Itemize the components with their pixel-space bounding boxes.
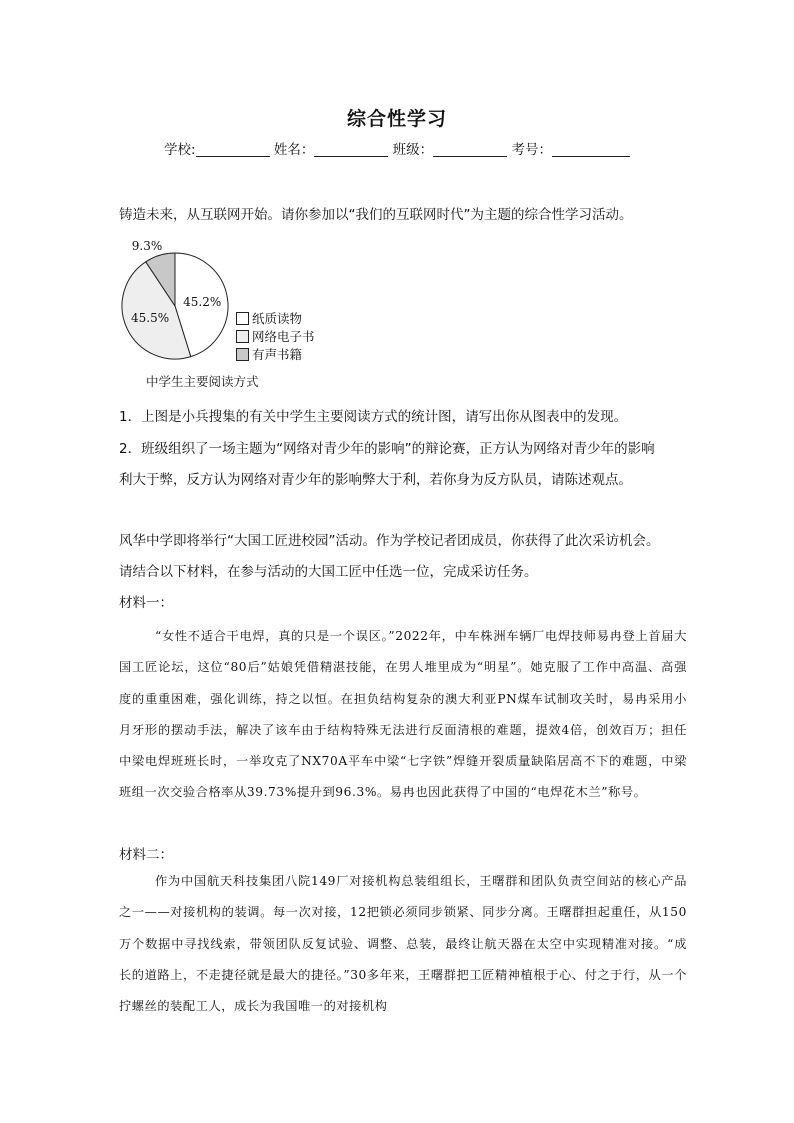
legend-swatch-ebook <box>236 330 249 343</box>
pie-label-audiobook: 9.3% <box>131 239 163 253</box>
question-2-line2: 利大于弊，反方认为网络对青少年的影响弊大于利，若你身为反方队员，请陈述观点。 <box>119 472 632 488</box>
pie-label-ebook: 45.5% <box>131 310 170 325</box>
class-blank[interactable] <box>433 142 507 157</box>
legend-label-paper: 纸质读物 <box>252 311 303 326</box>
question-2-line1: 2．班级组织了一场主题为“网络对青少年的影响”的辩论赛，正方认为网络对青少年的影响 <box>119 441 655 457</box>
exam-no-label: 考号： <box>511 142 552 158</box>
name-blank[interactable] <box>314 142 388 157</box>
school-label: 学校: <box>164 142 196 158</box>
school-blank[interactable] <box>196 142 270 157</box>
reading-method-pie-chart <box>112 236 237 364</box>
pie-legend <box>236 309 315 363</box>
page-title: 综合性学习 <box>346 108 447 130</box>
legend-label-ebook: 网络电子书 <box>252 329 315 344</box>
section2-intro-line1: 风华中学即将举行“大国工匠进校园”活动。作为学校记者团成员，你获得了此次采访机会。 <box>119 533 660 549</box>
section2-intro-line2: 请结合以下材料，在参与活动的大国工匠中任选一位，完成采访任务。 <box>119 564 538 580</box>
legend-item-audiobook <box>236 345 315 363</box>
pie-label-paper: 45.2% <box>183 294 222 309</box>
section1-intro: 铸造未来，从互联网开始。请你参加以“我们的互联网时代”为主题的综合性学习活动。 <box>119 207 633 223</box>
legend-swatch-paper <box>236 312 249 325</box>
legend-item-paper <box>236 309 315 327</box>
legend-label-audiobook: 有声书籍 <box>252 347 303 362</box>
material2-text: 作为中国航天科技集团八院149厂对接机构总装组组长，王曙群和团队负责空间站的核心产品之一——对接机构的装调。每一次对接，12把锁必须同步锁紧、同步分离。王曙群担起重任，从150万个数据中寻找线索，带领团队反复试验、调整、总装，最终让航天器在太空中实现精准对接。“成长的道路上，不走捷径就是最大的捷径。”30多年来，王曙群把工匠精神植根于心、付之于行，从一个拧螺丝的装配工人，成长为我国唯一的对接机构 <box>119 874 687 1014</box>
class-label: 班级： <box>392 142 434 158</box>
legend-swatch-audiobook <box>236 348 249 361</box>
exam-no-blank[interactable] <box>552 142 630 157</box>
student-info-row <box>164 138 630 158</box>
legend-item-ebook <box>236 327 315 345</box>
material1-label: 材料一： <box>119 595 173 611</box>
material2-label: 材料二： <box>119 847 173 863</box>
material1-text: “女性不适合干电焊，真的只是一个误区。”2022年，中车株洲车辆厂电焊技师易冉登上首届大国工匠论坛，这位“80后”姑娘凭借精湛技能，在男人堆里成为“明星”。她克服了工作中高温、高强度的重重困难，强化训练，持之以恒。在担负结构复杂的澳大利亚PN煤车试制攻关时，易冉采用小月牙形的摆动手法，解决了该车由于结构特殊无法进行反面清根的难题，提效4倍，创效百万；担任中梁电焊班班长时，一举攻克了NX70A平车中梁“七字铁”焊缝开裂质量缺陷居高不下的难题，中梁班组一次交验合格率从39.73%提升到96.3%。易冉也因此获得了中国的“电焊花木兰”称号。 <box>119 629 687 800</box>
chart-title: 中学生主要阅读方式 <box>146 374 259 389</box>
name-label: 姓名： <box>273 142 315 158</box>
question-1: 1．上图是小兵搜集的有关中学生主要阅读方式的统计图，请写出你从图表中的发现。 <box>119 409 628 425</box>
